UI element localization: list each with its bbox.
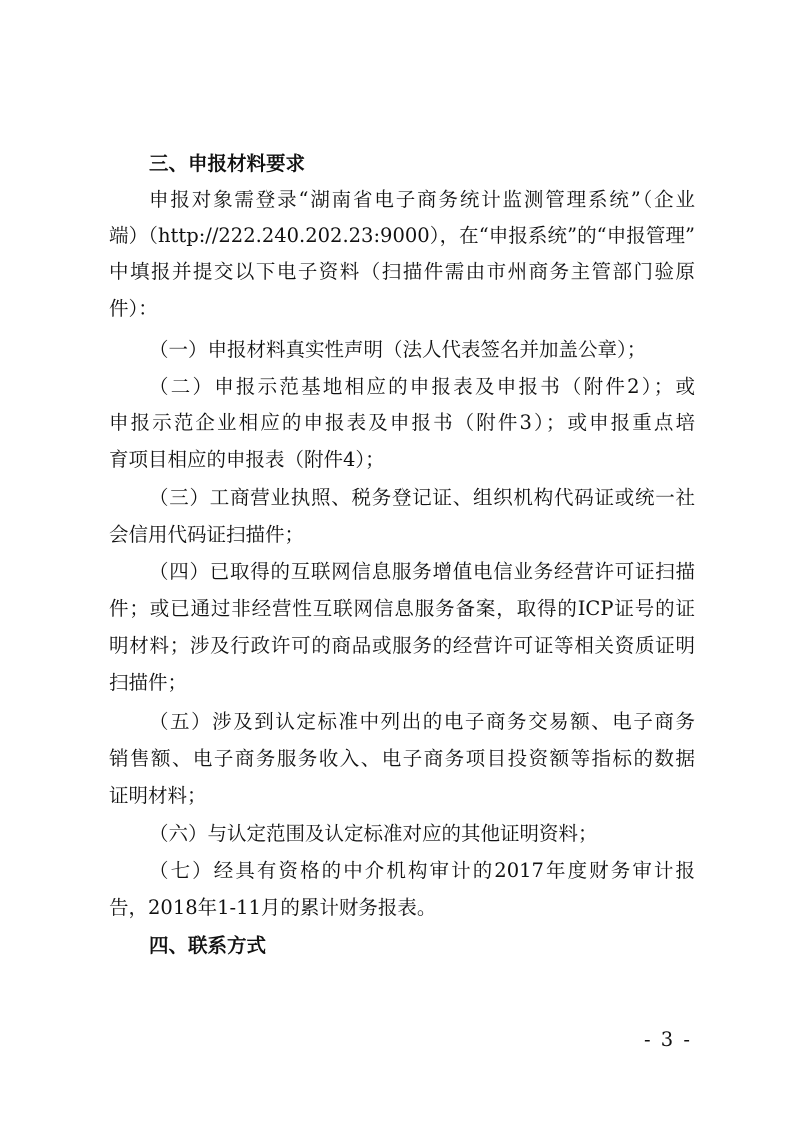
item-3-line-2: 会信用代码证扫描件； — [109, 523, 305, 546]
intro-line-3: 中填报并提交以下电子资料（扫描件需由市州商务主管部门验原 — [109, 260, 695, 283]
intro-line-1: 申报对象需登录“湖南省电子商务统计监测管理系统”（企业 — [149, 188, 695, 211]
intro-line-4: 件）： — [109, 297, 158, 320]
page-number: - 3 - — [644, 1028, 692, 1051]
item-5-line-3: 证明材料； — [109, 784, 207, 807]
section-4-heading: 四、联系方式 — [149, 934, 267, 957]
item-2-line-2: 申报示范企业相应的申报表及申报书（附件3）；或申报重点培 — [109, 411, 695, 434]
item-7-line-2: 告，2018年1-11月的累计财务报表。 — [109, 896, 437, 919]
item-7-line-1: （七）经具有资格的中介机构审计的2017年度财务审计报 — [149, 859, 695, 882]
item-4-line-4: 扫描件； — [109, 671, 188, 694]
item-5-line-2: 销售额、电子商务服务收入、电子商务项目投资额等指标的数据 — [109, 747, 695, 770]
item-6-line-1: （六）与认定范围及认定标准对应的其他证明资料； — [149, 822, 598, 845]
section-3-heading: 三、申报材料要求 — [149, 152, 306, 175]
item-4-line-1: （四）已取得的互联网信息服务增值电信业务经营许可证扫描 — [149, 560, 695, 583]
item-5-line-1: （五）涉及到认定标准中列出的电子商务交易额、电子商务 — [149, 710, 695, 733]
item-3-line-1: （三）工商营业执照、税务登记证、组织机构代码证或统一社 — [149, 486, 695, 509]
item-2-line-3: 育项目相应的申报表（附件4）； — [109, 448, 385, 471]
intro-line-2: 端）（http://222.240.202.23:9000），在“申报系统”的“申报管理” — [109, 224, 695, 247]
item-4-line-2: 件；或已通过非经营性互联网信息服务备案，取得的ICP证号的证 — [109, 597, 695, 620]
item-4-line-3: 明材料；涉及行政许可的商品或服务的经营许可证等相关资质证明 — [109, 634, 695, 657]
item-2-line-1: （二）申报示范基地相应的申报表及申报书（附件2）；或 — [149, 375, 695, 398]
item-1-line-1: （一）申报材料真实性声明（法人代表签名并加盖公章）； — [149, 338, 647, 361]
